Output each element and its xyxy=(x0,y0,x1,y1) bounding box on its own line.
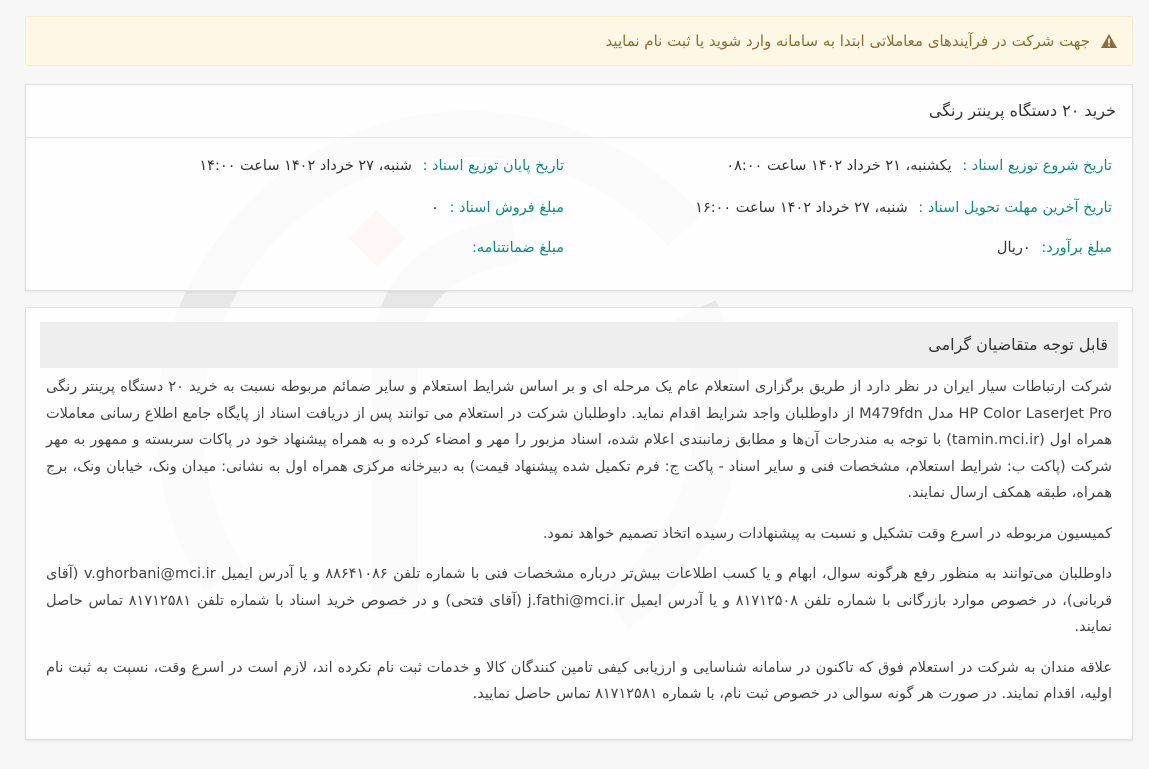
deadline xyxy=(695,200,1112,216)
document-price-label: مبلغ فروش اسناد : xyxy=(449,200,564,216)
start-date-value: یکشنبه، ۲۱ خرداد ۱۴۰۲ ساعت ۰۸:۰۰ xyxy=(726,158,952,174)
start-date xyxy=(726,158,1112,174)
notice-card xyxy=(25,307,1133,740)
info-row-amounts xyxy=(46,240,1112,264)
tender-title: خرید ۲۰ دستگاه پرینتر رنگی xyxy=(26,85,1132,138)
guarantee xyxy=(472,240,564,256)
alert-text: جهت شرکت در فرآیندهای معاملاتی ابتدا به سامانه وارد شوید یا ثبت نام نمایید xyxy=(605,32,1090,50)
warning-icon xyxy=(1100,33,1118,49)
deadline-label: تاریخ آخرین مهلت تحویل اسناد : xyxy=(918,200,1112,216)
estimate xyxy=(997,240,1112,256)
deadline-value: شنبه، ۲۷ خرداد ۱۴۰۲ ساعت ۱۶:۰۰ xyxy=(695,200,908,216)
notice-body xyxy=(46,374,1112,722)
estimate-label: مبلغ برآورد: xyxy=(1041,240,1112,256)
notice-paragraph: شرکت ارتباطات سیار ایران در نظر دارد از طریق برگزاری استعلام عام یک مرحله ای و بر اساس شرایط استعلام و سایر ضمائم مربوطه نسبت به خرید ۲۰ دستگاه پرینتر رنگی HP Color LaserJet Pro مدل M479fdn از داوطلبان واجد شرایط اقدام نماید. داوطلبان شرکت در استعلام می توانند پس از دریافت اسناد از پایگاه جامع اطلاع رسانی معاملات همراه اول (tamin.mci.ir) با توجه به مندرجات آن‌ها و مطابق زمانبندی اعلام شده، اسناد مزبور را مهر و امضاء کرده و به همراه پیشنهاد خود در پاکات سربسته و ممهور به مهر شرکت (پاکت ب: شرایط استعلام، مشخصات فنی و سایر اسناد - پاکت ج: فرم تکمیل شده پیشنهاد قیمت) به دبیرخانه مرکزی همراه اول به نشانی: میدان ونک، خیابان ونک، برج همراه، طبقه همکف ارسال نمایند. xyxy=(46,379,1112,501)
guarantee-label: مبلغ ضمانتنامه: xyxy=(471,240,564,256)
end-date-label: تاریخ پایان توزیع اسناد : xyxy=(422,158,564,174)
notice-paragraph: علاقه مندان به شرکت در استعلام فوق که تاکنون در سامانه شناسایی و ارزیابی کیفی تامین کنندگان کالا و خدمات ثبت نام نکرده اند، لازم است در اسرع وقت، نسبت به ثبت نام اولیه، اقدام نمایند. در صورت هر گونه سوالی در خصوص ثبت نام، با شماره ۸۱۷۱۲۵۸۱ تماس حاصل نمایید. xyxy=(46,659,1112,702)
end-date-value: شنبه، ۲۷ خرداد ۱۴۰۲ ساعت ۱۴:۰۰ xyxy=(199,158,412,174)
tender-info-card xyxy=(25,84,1133,291)
info-row-dates xyxy=(46,158,1112,182)
start-date-label: تاریخ شروع توزیع اسناد : xyxy=(962,158,1112,174)
document-price xyxy=(431,200,564,216)
login-alert xyxy=(25,16,1133,66)
notice-paragraph: داوطلبان می‌توانند به منظور رفع هرگونه سوال، ابهام و یا کسب اطلاعات بیش‌تر درباره مشخصات فنی با شماره تلفن ۸۸۶۴۱۰۸۶ و یا آدرس ایمیل v.ghorbani@mci.ir (آقای قربانی)، در خصوص موارد بازرگانی با شماره تلفن ۸۱۷۱۲۵۰۸ و یا آدرس ایمیل j.fathi@mci.ir (آقای فتحی) و در خصوص خرید اسناد با شماره تلفن ۸۱۷۱۲۵۸۱ تماس حاصل نمایند. xyxy=(46,566,1113,635)
document-price-value: ۰ xyxy=(431,200,439,216)
info-row-deadline xyxy=(46,200,1112,224)
notice-paragraph: کمیسیون مربوطه در اسرع وقت تشکیل و نسبت به پیشنهادات رسیده اتخاذ تصمیم خواهد نمود. xyxy=(542,525,1112,542)
notice-heading: قابل توجه متقاضیان گرامی xyxy=(40,322,1118,368)
end-date xyxy=(199,158,564,174)
estimate-value: ۰ریال xyxy=(996,240,1031,256)
